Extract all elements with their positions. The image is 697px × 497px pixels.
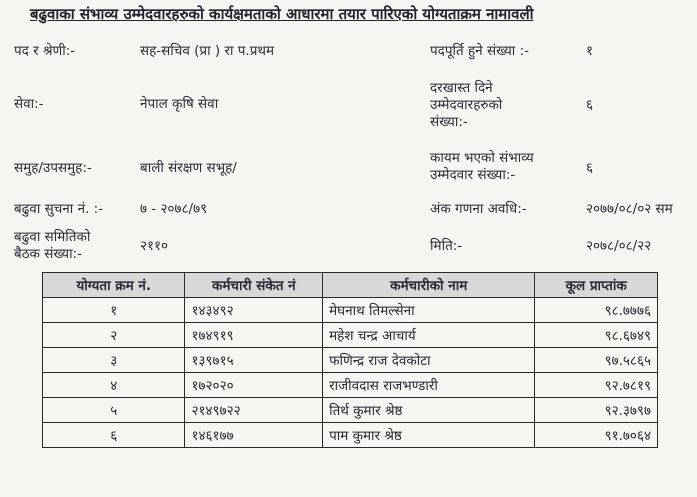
code-cell: १७४९१९ bbox=[185, 323, 323, 348]
period-label: अंक गणना अवधि:- bbox=[430, 201, 527, 217]
rank-cell: १ bbox=[43, 298, 185, 323]
possible-label-line-1: कायम भएको संभाव्य bbox=[430, 150, 534, 166]
group-label: समुह/उपसमुह:- bbox=[14, 160, 92, 176]
name-cell: पाम कुमार श्रेष्ठ bbox=[323, 423, 535, 448]
applicants-label-line-2: उम्मेदवारहरुको bbox=[430, 97, 503, 113]
score-cell: ९१.७०६४ bbox=[535, 423, 658, 448]
applicants-label-line-3: संख्या:- bbox=[430, 114, 468, 130]
rank-cell: ५ bbox=[43, 398, 185, 423]
code-cell: १४३४९२ bbox=[185, 298, 323, 323]
table-row bbox=[43, 423, 658, 448]
score-cell: ९८.७७७६ bbox=[535, 298, 658, 323]
table-row bbox=[43, 298, 658, 323]
name-cell: राजीवदास राजभण्डारी bbox=[323, 373, 535, 398]
table-row bbox=[43, 373, 658, 398]
document-title: बढुवाका संभाव्य उम्मेदवारहरुको कार्यक्षमताको आधारमा तयार पारिएको योग्यताक्रम नामावली bbox=[30, 5, 534, 23]
header-total-score: कूल प्राप्तांक bbox=[535, 273, 658, 298]
notice-value: ७ - २०७८/७९ bbox=[140, 201, 208, 217]
header-employee-code: कर्मचारी संकेत नं bbox=[185, 273, 323, 298]
committee-label-line-2: बैठक संख्या:- bbox=[14, 246, 82, 262]
score-cell: ९८.६७४९ bbox=[535, 323, 658, 348]
code-cell: १७२०२० bbox=[185, 373, 323, 398]
applicants-value: ६ bbox=[586, 97, 594, 113]
code-cell: १४६१७७ bbox=[185, 423, 323, 448]
table-row bbox=[43, 398, 658, 423]
table-row bbox=[43, 323, 658, 348]
committee-label-line-1: बढुवा समितिको bbox=[14, 229, 91, 245]
possible-label-line-2: उम्मेदवार संख्या:- bbox=[430, 167, 516, 183]
header-rank: योग्यता क्रम नं. bbox=[43, 273, 185, 298]
table-row bbox=[43, 348, 658, 373]
service-value: नेपाल कृषि सेवा bbox=[140, 96, 219, 112]
post-value: सह-सचिव (प्रा ) रा प.प्रथम bbox=[140, 43, 275, 59]
possible-value: ६ bbox=[586, 160, 594, 176]
post-label: पद र श्रेणी:- bbox=[14, 43, 76, 59]
vacancy-label: पदपूर्ति हुने संख्या :- bbox=[430, 43, 530, 59]
score-cell: ९२.७८१९ bbox=[535, 373, 658, 398]
service-label: सेवा:- bbox=[14, 96, 44, 112]
name-cell: मेघनाथ तिमल्सेना bbox=[323, 298, 535, 323]
date-label: मिति:- bbox=[430, 238, 463, 254]
notice-label: बढुवा सुचना नं. :- bbox=[14, 201, 104, 217]
committee-value: २११० bbox=[140, 238, 169, 254]
name-cell: महेश चन्द्र आचार्य bbox=[323, 323, 535, 348]
code-cell: २१४९७२२ bbox=[185, 398, 323, 423]
date-value: २०७८/०८/२२ bbox=[586, 238, 652, 254]
vacancy-value: १ bbox=[586, 43, 594, 59]
applicants-label-line-1: दरखास्त दिने bbox=[430, 80, 493, 96]
score-cell: ९२.३७९७ bbox=[535, 398, 658, 423]
header-employee-name: कर्मचारीको नाम bbox=[323, 273, 535, 298]
period-value: २०७७/०८/०२ सम bbox=[586, 201, 673, 217]
rank-cell: ४ bbox=[43, 373, 185, 398]
name-cell: फणिन्द्र राज देवकोटा bbox=[323, 348, 535, 373]
name-cell: तिर्थ कुमार श्रेष्ठ bbox=[323, 398, 535, 423]
score-cell: ९७.५८६५ bbox=[535, 348, 658, 373]
rank-cell: ६ bbox=[43, 423, 185, 448]
rank-cell: ३ bbox=[43, 348, 185, 373]
merit-list-table bbox=[42, 272, 658, 448]
table-header-row bbox=[43, 273, 658, 298]
rank-cell: २ bbox=[43, 323, 185, 348]
group-value: बाली संरक्षण सभूह/ bbox=[140, 160, 237, 176]
code-cell: १३९७१५ bbox=[185, 348, 323, 373]
